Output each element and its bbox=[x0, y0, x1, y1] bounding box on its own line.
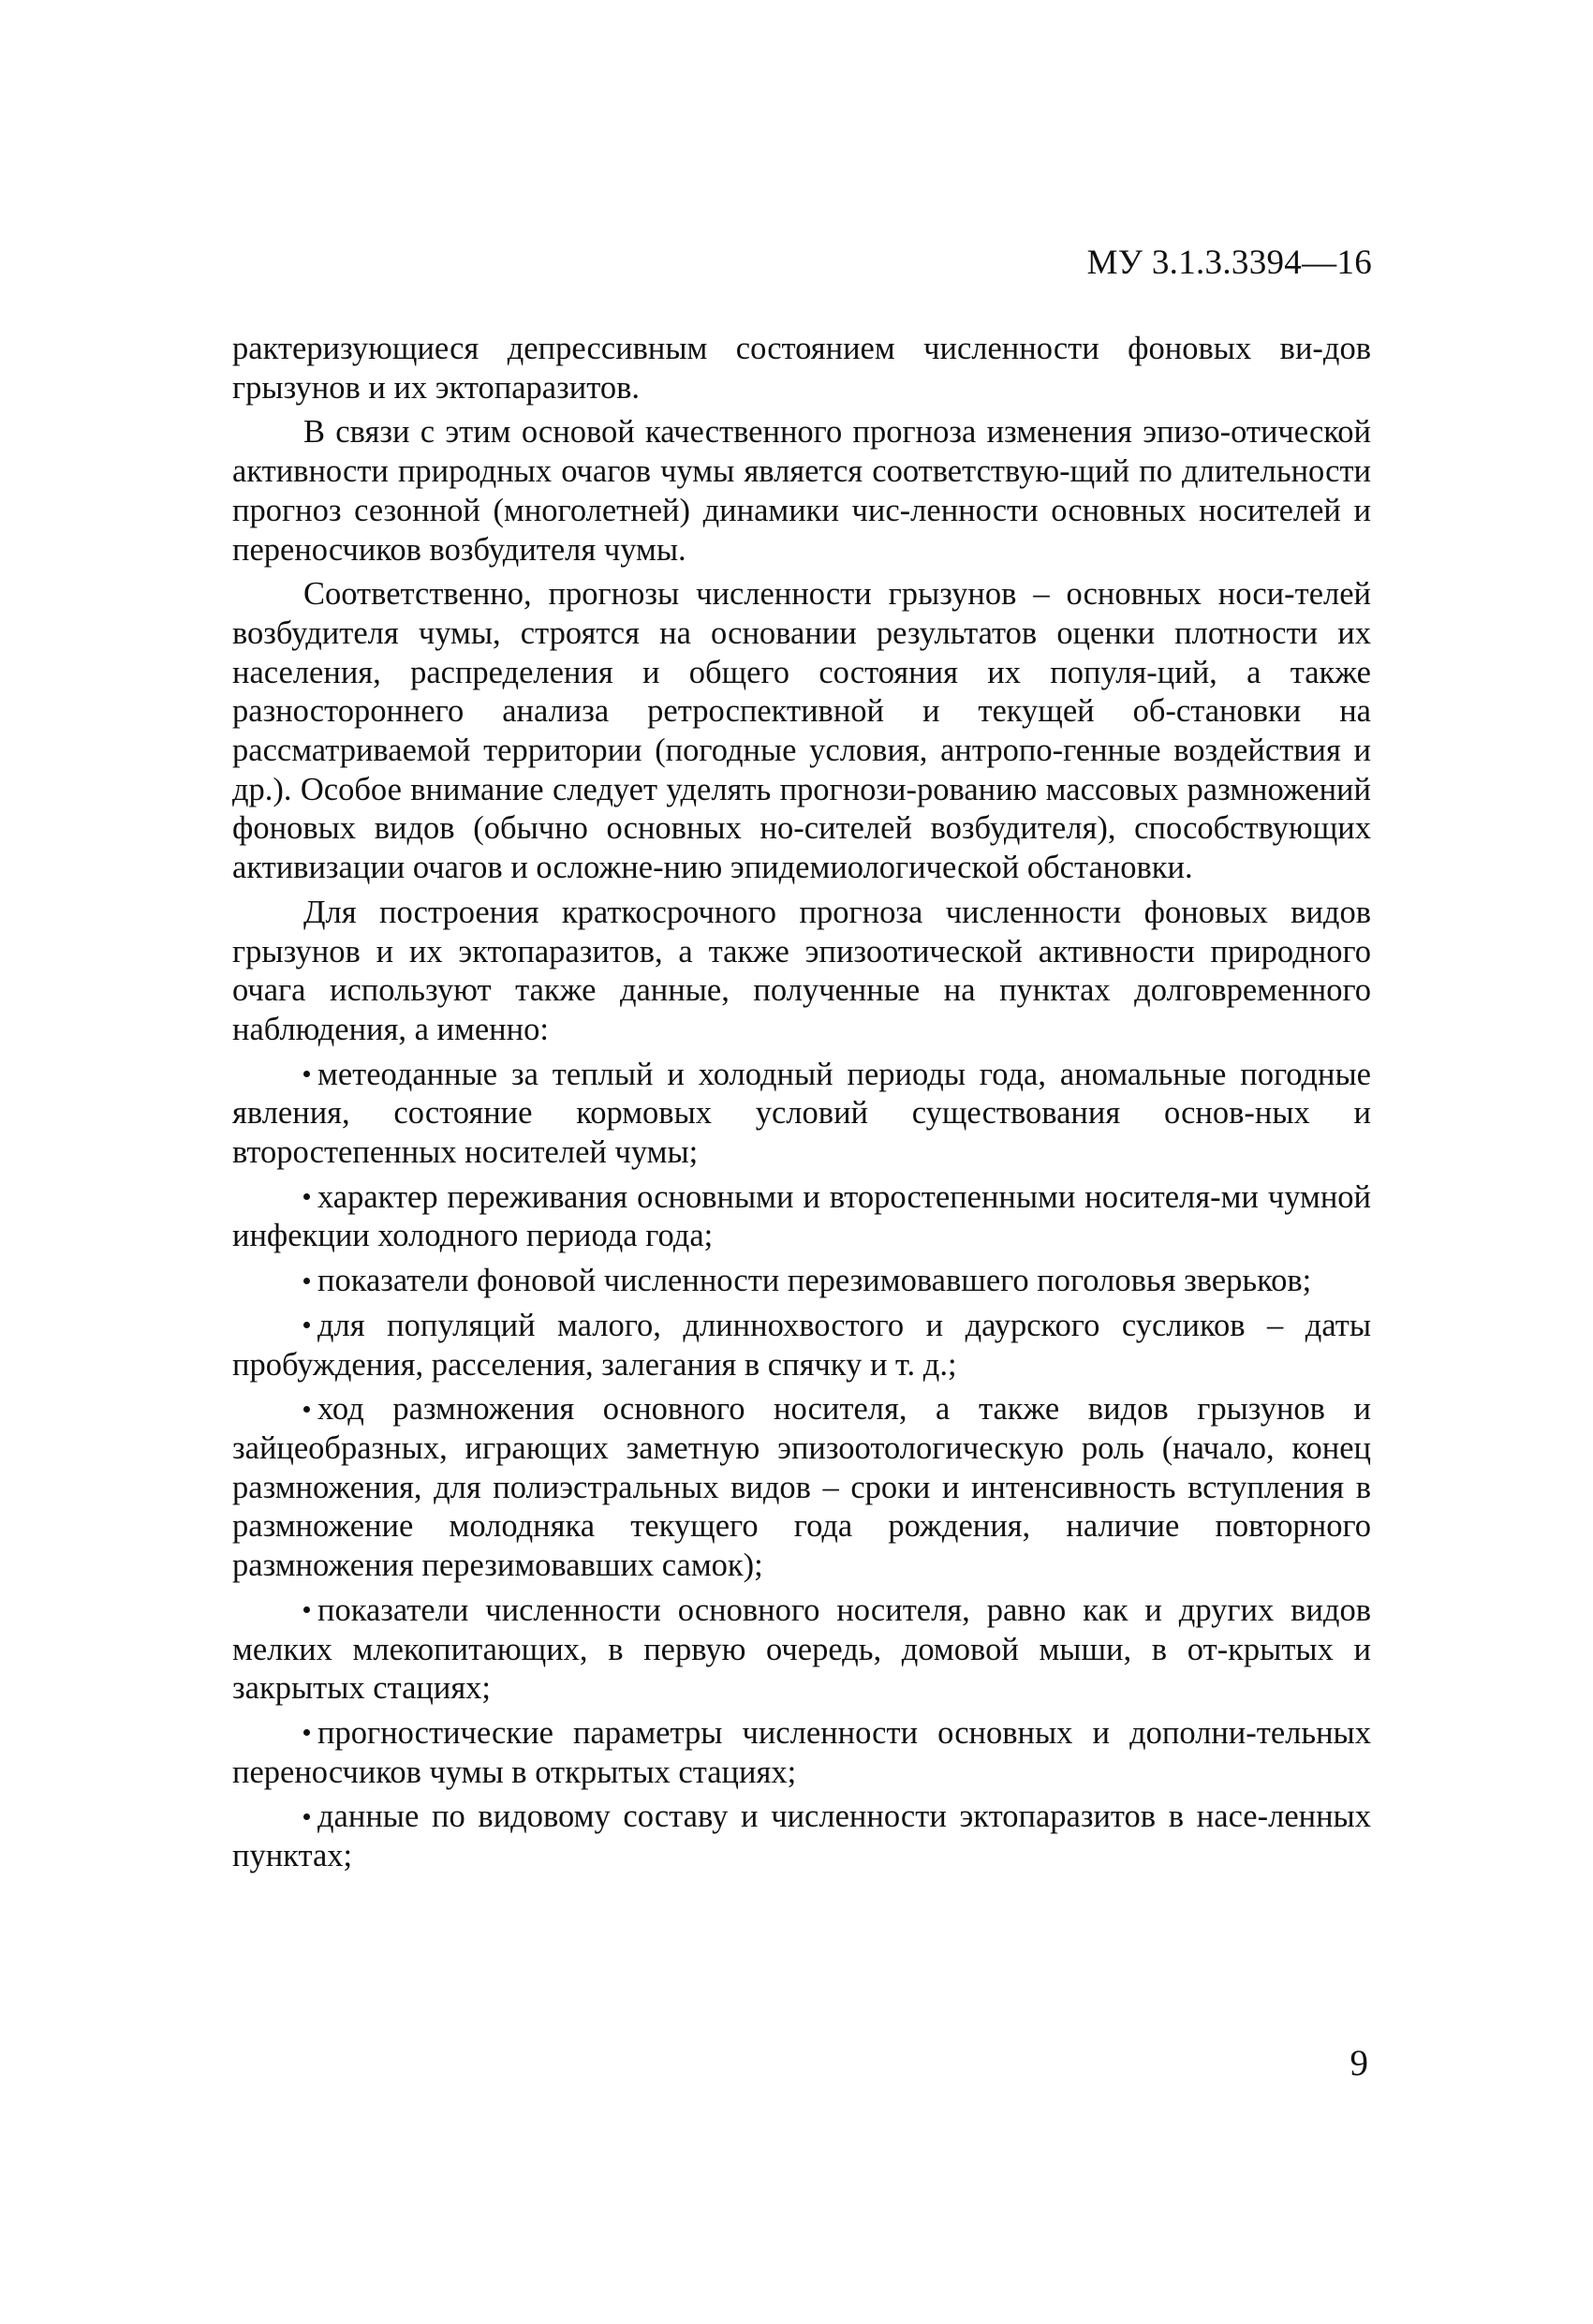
bullet-item bbox=[232, 1714, 1371, 1792]
bullet-dot-icon bbox=[303, 1071, 310, 1077]
bullet-item bbox=[232, 1056, 1371, 1173]
bullet-text: характер переживания основными и второстепенными носителя-ми чумной инфекции холодного периода года; bbox=[232, 1178, 1371, 1254]
document-code: МУ 3.1.3.3394—16 bbox=[1086, 244, 1372, 282]
bullet-text: для популяций малого, длиннохвостого и даурского сусликов – даты пробуждения, расселения, залегания в спячку и т. д.; bbox=[232, 1307, 1371, 1383]
bullet-text: метеоданные за теплый и холодный периоды года, аномальные погодные явления, состояние кормовых условий существования основ-ных и второстепенных носителей чумы; bbox=[232, 1056, 1371, 1171]
bullet-text: показатели численности основного носителя, равно как и других видов мелких млекопитающих, в первую очередь, домовой мыши, в от-крытых и закрытых стациях; bbox=[232, 1591, 1371, 1707]
bullet-dot-icon bbox=[303, 1729, 310, 1736]
bullet-dot-icon bbox=[303, 1813, 310, 1820]
bullet-dot-icon bbox=[303, 1322, 310, 1328]
bullet-item bbox=[232, 1178, 1371, 1256]
bullet-dot-icon bbox=[303, 1606, 310, 1613]
bullet-item bbox=[232, 1390, 1371, 1586]
bullet-text: прогностические параметры численности основных и дополни-тельных переносчиков чумы в открытых стациях; bbox=[232, 1714, 1371, 1790]
bullet-item bbox=[232, 1798, 1371, 1875]
paragraph: В связи с этим основой качественного прогноза изменения эпизо-отической активности природных очагов чумы является соответствую-щий по длительности прогноз сезонной (многолетней) динамики чис-ленности основных носителей и переносчиков возбудителя чумы. bbox=[232, 414, 1371, 568]
bullet-text: показатели фоновой численности перезимовавшего поголовья зверьков; bbox=[317, 1263, 1312, 1299]
bullet-text: данные по видовому составу и численности эктопаразитов в насе-ленных пунктах; bbox=[232, 1799, 1371, 1874]
body-text bbox=[232, 330, 1371, 1882]
bullet-text: ход размножения основного носителя, а также видов грызунов и зайцеобразных, играющих заметную эпизоотологическую роль (начало, конец размножения, для полиэстральных видов – сроки и интенсивность вступления в размножение молодняка текущего года рождения, наличие повторного размножения перезимовавших самок); bbox=[232, 1391, 1371, 1584]
bullet-item bbox=[232, 1262, 1371, 1301]
paragraph-continuation: рактеризующиеся депрессивным состоянием численности фоновых ви-дов грызунов и их эктопаразитов. bbox=[232, 331, 1371, 406]
bullet-dot-icon bbox=[303, 1193, 310, 1200]
bullet-item bbox=[232, 1591, 1371, 1709]
bullet-dot-icon bbox=[303, 1278, 310, 1284]
page-number: 9 bbox=[1350, 2043, 1368, 2083]
paragraph: Для построения краткосрочного прогноза численности фоновых видов грызунов и их эктопаразитов, а также эпизоотической активности природного очага используют также данные, полученные на пунктах долговременного наблюдения, а именно: bbox=[232, 894, 1371, 1047]
bullet-item bbox=[232, 1307, 1371, 1384]
paragraph: Соответственно, прогнозы численности грызунов – основных носи-телей возбудителя чумы, строятся на основании результатов оценки плотности их населения, распределения и общего состояния их популя-ций, а также разностороннего анализа ретроспективной и текущей об-становки на рассматриваемой территории (погодные условия, антропо-генные воздействия и др.). Особое внимание следует уделять прогнози-рованию массовых размножений фоновых видов (обычно основных но-сителей возбудителя), способствующих активизации очагов и осложне-нию эпидемиологической обстановки. bbox=[232, 576, 1371, 886]
bullet-dot-icon bbox=[303, 1406, 310, 1413]
